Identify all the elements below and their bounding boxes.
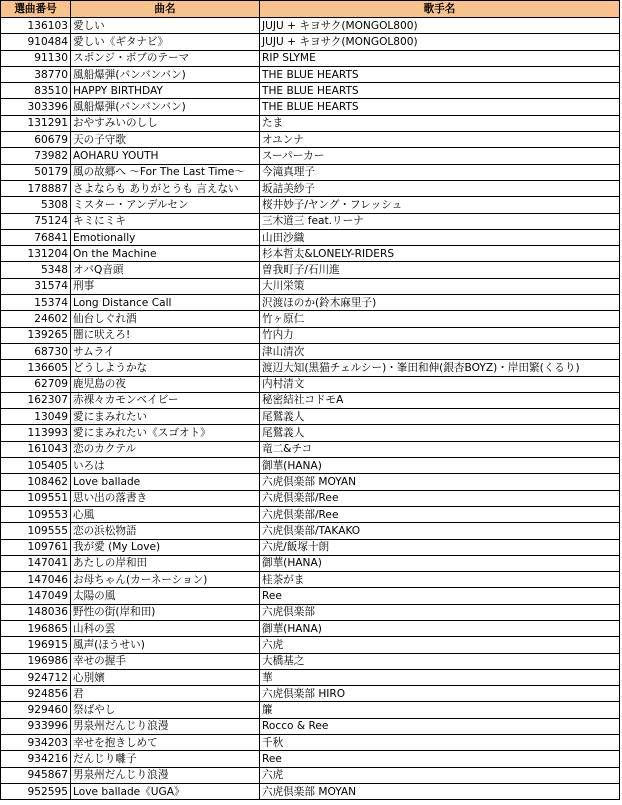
song-title-cell: どうしようかな (71, 360, 260, 376)
song-number-cell: 131204 (1, 246, 71, 262)
artist-name-cell: 尾鷲義人 (260, 425, 620, 441)
song-number-cell: 929460 (1, 702, 71, 718)
artist-name-cell: 津山清次 (260, 343, 620, 359)
table-body (1, 18, 620, 800)
table-row (1, 132, 620, 148)
song-number-cell: 13049 (1, 409, 71, 425)
song-number-cell: 139265 (1, 327, 71, 343)
table-row (1, 34, 620, 50)
song-number-cell: 91130 (1, 50, 71, 66)
artist-name-cell: 渡辺大知(黒猫チェルシー)・峯田和伸(銀杏BOYZ)・岸田繁(くるり) (260, 360, 620, 376)
artist-name-cell: 山田沙織 (260, 229, 620, 245)
song-number-cell: 934216 (1, 751, 71, 767)
song-number-cell: 5348 (1, 262, 71, 278)
song-number-cell: 83510 (1, 83, 71, 99)
table-row (1, 18, 620, 34)
artist-name-cell: 竹内力 (260, 327, 620, 343)
song-title-cell: スポンジ・ボブのテーマ (71, 50, 260, 66)
artist-name-cell: 華 (260, 669, 620, 685)
table-row (1, 572, 620, 588)
table-row (1, 343, 620, 359)
artist-name-cell: 御華(HANA) (260, 620, 620, 636)
song-title-cell: 風船爆弾(バンバンバン) (71, 99, 260, 115)
song-title-cell: 風声(ほうせい) (71, 637, 260, 653)
song-title-cell: Long Distance Call (71, 295, 260, 311)
table-row (1, 474, 620, 490)
song-number-cell: 5308 (1, 197, 71, 213)
song-title-cell: 恋のカクテル (71, 441, 260, 457)
song-number-cell: 147041 (1, 555, 71, 571)
table-row (1, 197, 620, 213)
song-title-cell: 愛しい《ギタナビ》 (71, 34, 260, 50)
song-number-cell: 162307 (1, 392, 71, 408)
song-title-cell: 恋の浜松物語 (71, 523, 260, 539)
artist-name-cell: 六虎倶楽部 MOYAN (260, 474, 620, 490)
song-number-cell: 50179 (1, 164, 71, 180)
header-song-title: 曲名 (71, 1, 260, 18)
artist-name-cell: スーパーカー (260, 148, 620, 164)
song-title-cell: 男泉州だんじり浪漫 (71, 718, 260, 734)
artist-name-cell: 大川栄策 (260, 278, 620, 294)
song-number-cell: 933996 (1, 718, 71, 734)
song-number-cell: 136103 (1, 18, 71, 34)
song-title-cell: だんじり囃子 (71, 751, 260, 767)
song-number-cell: 147049 (1, 588, 71, 604)
song-number-cell: 60679 (1, 132, 71, 148)
table-row (1, 213, 620, 229)
artist-name-cell: 六虎倶楽部/Ree (260, 490, 620, 506)
song-number-cell: 24602 (1, 311, 71, 327)
table-row (1, 490, 620, 506)
song-title-cell: いろは (71, 458, 260, 474)
table-row (1, 620, 620, 636)
table-row (1, 751, 620, 767)
table-row (1, 262, 620, 278)
song-title-cell: 君 (71, 686, 260, 702)
artist-name-cell: JUJU + キヨサク(MONGOL800) (260, 18, 620, 34)
song-number-cell: 196865 (1, 620, 71, 636)
song-title-cell: 愛にまみれたい《スゴオト》 (71, 425, 260, 441)
song-title-cell: AOHARU YOUTH (71, 148, 260, 164)
table-row (1, 718, 620, 734)
table-row (1, 783, 620, 799)
song-number-cell: 131291 (1, 115, 71, 131)
song-title-cell: 闇に吠えろ! (71, 327, 260, 343)
song-number-cell: 196915 (1, 637, 71, 653)
artist-name-cell: 竜二&チコ (260, 441, 620, 457)
song-title-cell: 天の子守歌 (71, 132, 260, 148)
table-row (1, 229, 620, 245)
artist-name-cell: 六虎 (260, 767, 620, 783)
song-number-cell: 108462 (1, 474, 71, 490)
song-title-cell: 男泉州だんじり浪漫 (71, 767, 260, 783)
table-row (1, 66, 620, 82)
song-title-cell: 幸せの握手 (71, 653, 260, 669)
song-title-cell: 刑事 (71, 278, 260, 294)
table-row (1, 637, 620, 653)
song-number-cell: 113993 (1, 425, 71, 441)
table-row (1, 148, 620, 164)
table-row (1, 278, 620, 294)
song-number-cell: 76841 (1, 229, 71, 245)
table-row (1, 164, 620, 180)
table-row (1, 506, 620, 522)
song-title-cell: 仙台しぐれ酒 (71, 311, 260, 327)
song-number-cell: 109761 (1, 539, 71, 555)
table-row (1, 555, 620, 571)
header-row (1, 1, 620, 18)
table-row (1, 539, 620, 555)
song-number-cell: 910484 (1, 34, 71, 50)
song-title-cell: キミにミキ (71, 213, 260, 229)
header-artist-name: 歌手名 (260, 1, 620, 18)
artist-name-cell: Ree (260, 588, 620, 604)
table-row (1, 246, 620, 262)
song-number-cell: 161043 (1, 441, 71, 457)
song-number-cell: 105405 (1, 458, 71, 474)
artist-name-cell: オユンナ (260, 132, 620, 148)
song-title-cell: ミスター・アンデルセン (71, 197, 260, 213)
song-title-cell: 思い出の落書き (71, 490, 260, 506)
song-title-cell: 風船爆弾(バンバンバン) (71, 66, 260, 82)
artist-name-cell: JUJU + キヨサク(MONGOL800) (260, 34, 620, 50)
artist-name-cell: 曽我町子/石川進 (260, 262, 620, 278)
artist-name-cell: THE BLUE HEARTS (260, 66, 620, 82)
song-number-cell: 109553 (1, 506, 71, 522)
table-row (1, 376, 620, 392)
table-row (1, 83, 620, 99)
song-title-cell: 山科の雲 (71, 620, 260, 636)
song-number-cell: 952595 (1, 783, 71, 799)
song-title-cell: オバQ音頭 (71, 262, 260, 278)
song-number-cell: 68730 (1, 343, 71, 359)
song-number-cell: 15374 (1, 295, 71, 311)
song-number-cell: 109551 (1, 490, 71, 506)
song-number-cell: 303396 (1, 99, 71, 115)
table-row (1, 588, 620, 604)
table-row (1, 425, 620, 441)
song-number-cell: 38770 (1, 66, 71, 82)
song-title-cell: 幸せを抱きしめて (71, 735, 260, 751)
table-row (1, 735, 620, 751)
song-title-cell: HAPPY BIRTHDAY (71, 83, 260, 99)
artist-name-cell: 今滝真理子 (260, 164, 620, 180)
artist-name-cell: 内村清文 (260, 376, 620, 392)
artist-name-cell: Rocco & Ree (260, 718, 620, 734)
artist-name-cell: 尾鷲義人 (260, 409, 620, 425)
song-title-cell: 祭ばやし (71, 702, 260, 718)
song-number-cell: 934203 (1, 735, 71, 751)
song-title-cell: 太陽の風 (71, 588, 260, 604)
artist-name-cell: 沢渡ほのか(鈴木麻里子) (260, 295, 620, 311)
table-row (1, 99, 620, 115)
song-number-cell: 924856 (1, 686, 71, 702)
song-title-cell: 心風 (71, 506, 260, 522)
table-row (1, 327, 620, 343)
artist-name-cell: 六虎倶楽部 HIRO (260, 686, 620, 702)
song-title-cell: 赤裸々カモンベイビー (71, 392, 260, 408)
song-number-cell: 75124 (1, 213, 71, 229)
song-title-cell: Emotionally (71, 229, 260, 245)
artist-name-cell: 竹ヶ原仁 (260, 311, 620, 327)
artist-name-cell: 桂茶がま (260, 572, 620, 588)
song-title-cell: お母ちゃん(カーネーション) (71, 572, 260, 588)
song-number-cell: 62709 (1, 376, 71, 392)
artist-name-cell: RIP SLYME (260, 50, 620, 66)
song-number-cell: 148036 (1, 604, 71, 620)
table-row (1, 409, 620, 425)
artist-name-cell: 杉本哲太&LONELY-RIDERS (260, 246, 620, 262)
song-title-cell: おやすみいのしし (71, 115, 260, 131)
table-row (1, 669, 620, 685)
song-title-cell: 我が愛 (My Love) (71, 539, 260, 555)
artist-name-cell: 六虎倶楽部/Ree (260, 506, 620, 522)
artist-name-cell: 六虎倶楽部/TAKAKO (260, 523, 620, 539)
table-row (1, 767, 620, 783)
song-title-cell: 鹿児島の夜 (71, 376, 260, 392)
artist-name-cell: 御華(HANA) (260, 555, 620, 571)
artist-name-cell: THE BLUE HEARTS (260, 99, 620, 115)
song-title-cell: 心別嬪 (71, 669, 260, 685)
table-row (1, 392, 620, 408)
artist-name-cell: THE BLUE HEARTS (260, 83, 620, 99)
song-title-cell: On the Machine (71, 246, 260, 262)
artist-name-cell: たま (260, 115, 620, 131)
song-title-cell: さよならも ありがとうも 言えない (71, 180, 260, 196)
artist-name-cell: 桜井妙子/ヤング・フレッシュ (260, 197, 620, 213)
artist-name-cell: 御華(HANA) (260, 458, 620, 474)
song-number-cell: 31574 (1, 278, 71, 294)
song-title-cell: 風の故郷へ 〜For The Last Time〜 (71, 164, 260, 180)
song-number-cell: 196986 (1, 653, 71, 669)
song-number-cell: 924712 (1, 669, 71, 685)
table-row (1, 653, 620, 669)
song-title-cell: 愛にまみれたい (71, 409, 260, 425)
song-number-cell: 147046 (1, 572, 71, 588)
artist-name-cell: 坂詰美紗子 (260, 180, 620, 196)
artist-name-cell: 六虎 (260, 637, 620, 653)
song-title-cell: Love ballade (71, 474, 260, 490)
table-row (1, 523, 620, 539)
song-number-cell: 136605 (1, 360, 71, 376)
artist-name-cell: 大橋基之 (260, 653, 620, 669)
artist-name-cell: 秘密結社コドモA (260, 392, 620, 408)
artist-name-cell: 六虎倶楽部 MOYAN (260, 783, 620, 799)
song-title-cell: あたしの岸和田 (71, 555, 260, 571)
song-title-cell: 野性の街(岸和田) (71, 604, 260, 620)
artist-name-cell: 千秋 (260, 735, 620, 751)
artist-name-cell: 三木道三 feat.リーナ (260, 213, 620, 229)
song-title-cell: 愛しい (71, 18, 260, 34)
song-title-cell: Love ballade《UGA》 (71, 783, 260, 799)
table-header (1, 1, 620, 18)
table-row (1, 180, 620, 196)
table-row (1, 441, 620, 457)
table-row (1, 311, 620, 327)
song-number-cell: 945867 (1, 767, 71, 783)
song-number-cell: 109555 (1, 523, 71, 539)
table-row (1, 50, 620, 66)
table-row (1, 702, 620, 718)
table-row (1, 604, 620, 620)
table-row (1, 360, 620, 376)
song-number-cell: 178887 (1, 180, 71, 196)
artist-name-cell: 六虎/飯塚十朗 (260, 539, 620, 555)
table-row (1, 458, 620, 474)
header-song-number: 選曲番号 (1, 1, 71, 18)
table-row (1, 295, 620, 311)
artist-name-cell: 簾 (260, 702, 620, 718)
song-number-cell: 73982 (1, 148, 71, 164)
table-row (1, 686, 620, 702)
artist-name-cell: 六虎倶楽部 (260, 604, 620, 620)
table-row (1, 115, 620, 131)
song-title-cell: サムライ (71, 343, 260, 359)
artist-name-cell: Ree (260, 751, 620, 767)
